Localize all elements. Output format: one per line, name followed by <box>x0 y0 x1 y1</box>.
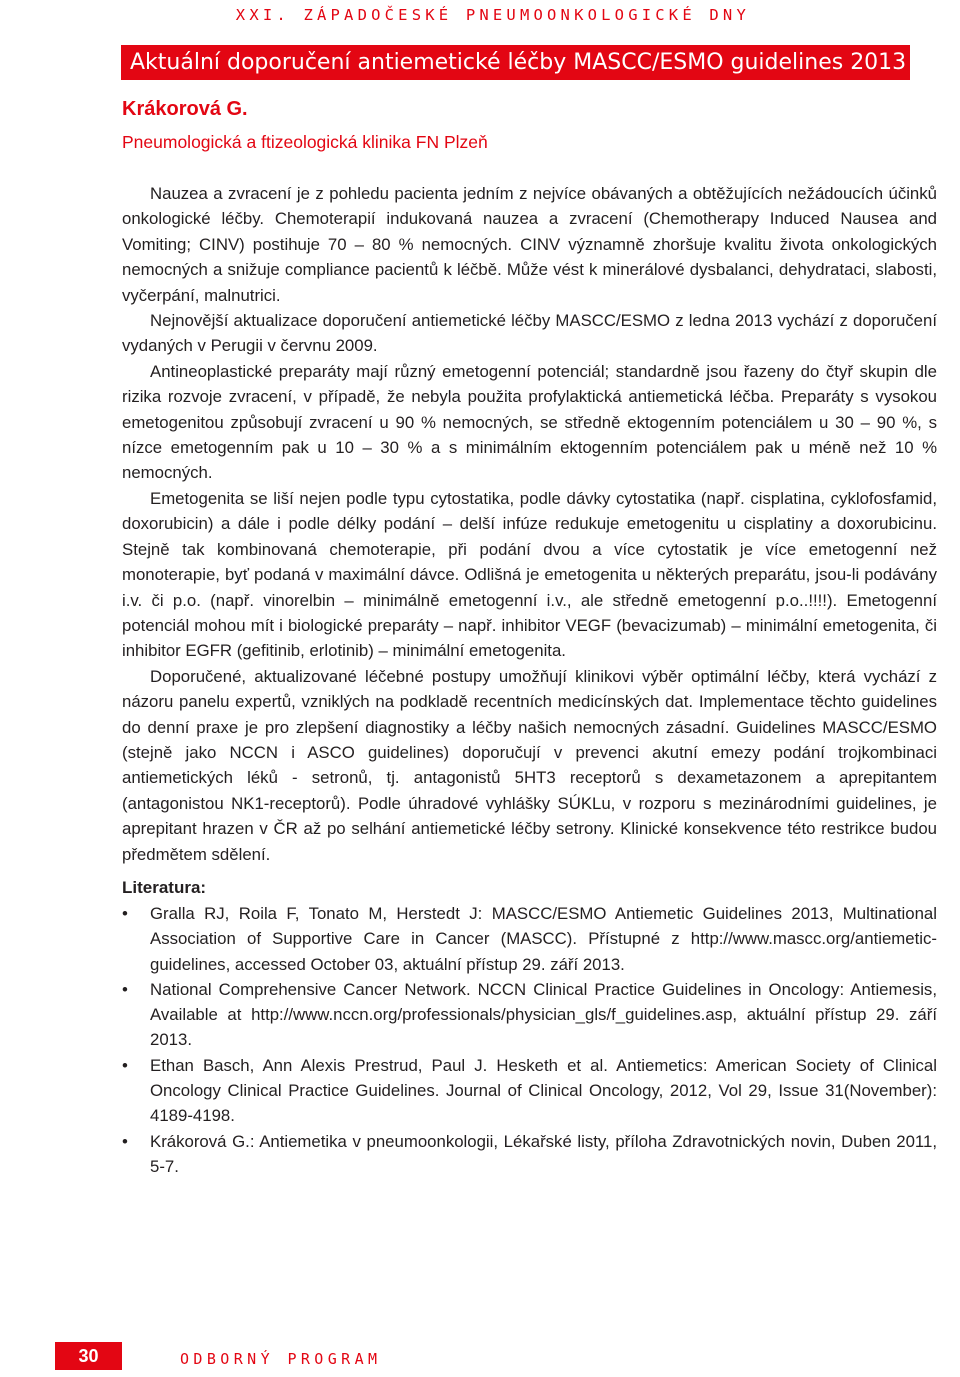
literature-item <box>122 901 937 977</box>
literature-list <box>122 901 937 1179</box>
body-paragraph: Emetogenita se liší nejen podle typu cytostatika, podle dávky cytostatika (např. cisplatina, cyklofosfamid, doxorubicin) a dále i podle délky podání – delší infúze redukuje emetogenitu u cisplatiny a doxorubicinu. Stejně tak kombinovaná chemoterapie, při podání dvou a více cytostatik je více emetogenní než monoterapie, byť podaná v maximální dávce. Odlišná je emetogenita u některých preparátu, jsou-li podávány i.v. či p.o. (např. vinorelbin – minimálně emetogenní i.v., ale středně emetogenní p.o..!!!!). Emetogenní potenciál mohou mít i biologické preparáty – např. inhibitor VEGF (bevacizumab) – minimální emetogenita, či inhibitor EGFR (gefitinib, erlotinib) – minimální emetogenita. <box>122 488 937 661</box>
literature-text: National Comprehensive Cancer Network. NCCN Clinical Practice Guidelines in Oncology: Antiemesis, Available at http://www.nccn.org/professionals/physician_gls/f_guidelines.asp, aktuální přístup 29. září 2013. <box>150 979 937 1050</box>
body-paragraph: Antineoplastické preparáty mají různý emetogenní potenciál; standardně jsou řazeny do čtyř skupin dle rizika rozvoje zvracení, v případě, že nebyla použita profylaktická antiemetická léčba. Preparáty s vysokou emetogenitou způsobují zvracení u 90 % nemocných, se středně ektogenním potenciálem u 30 – 90 %, s nízce emetogenním pak u 10 – 30 % a s minimálním ektogenním potenciálem pak u méně než 10 % nemocných. <box>122 361 937 483</box>
footer-section-label: ODBORNÝ PROGRAM <box>180 1350 382 1368</box>
author-affiliation: Pneumologická a ftizeologická klinika FN Plzeň <box>122 132 488 152</box>
article-body <box>122 181 937 867</box>
author-name: Krákorová G. <box>122 98 248 120</box>
literature-text: Ethan Basch, Ann Alexis Prestrud, Paul J. Hesketh et al. Antiemetics: American Society of Clinical Oncology Clinical Practice Guidelines. Journal of Clinical Oncology, 2012, Vol 29, Issue 31(November): 4189-4198. <box>150 1055 937 1126</box>
bullet-icon: • <box>122 1131 128 1151</box>
literature-heading: Literatura: <box>122 878 207 897</box>
body-paragraph: Doporučené, aktualizované léčebné postupy umožňují klinikovi výběr optimální léčby, která vychází z názoru panelu expertů, vzniklých na podkladě recentních medicínských dat. Implementace těchto guidelines do denní praxe je pro zlepšení diagnostiky a léčby našich nemocných zásadní. Guidelines MASCC/ESMO (stejně jako NCCN i ASCO guidelines) doporučují v prevenci akutní emezy podání trojkombinaci antiemetických léků - setronů, tj. antagonistů 5HT3 receptorů s dexametazonem a aprepitantem (antagonistou NK1-receptorů). Podle úhradové vyhlášky SÚKLu, v rozporu s mezinárodními guidelines, je aprepitant hrazen v ČR až po selhání antiemetické léčby setrony. Klinické konsekvence této restrikce budou předmětem sdělení. <box>122 666 937 864</box>
body-paragraph: Nejnovější aktualizace doporučení antiemetické léčby MASCC/ESMO z ledna 2013 vychází z doporučení vydaných v Perugii v červnu 2009. <box>122 311 937 356</box>
bullet-icon: • <box>122 1055 128 1075</box>
literature-item <box>122 1053 937 1129</box>
literature-text: Krákorová G.: Antiemetika v pneumoonkologii, Lékařské listy, příloha Zdravotnických novin, Duben 2011, 5-7. <box>150 1131 937 1176</box>
body-paragraph: Nauzea a zvracení je z pohledu pacienta jedním z nejvíce obávaných a obtěžujících nežádoucích účinků onkologické léčby. Chemoterapií indukovaná nauzea a zvracení (Chemotherapy Induced Nausea and Vomiting; CINV) postihuje 70 – 80 % nemocných. CINV významně zhoršuje kvalitu života onkologických nemocných a snižuje compliance pacientů k léčbě. Může vést k minerálové dysbalanci, dehydrataci, slabosti, vyčerpání, malnutrici. <box>122 184 937 305</box>
page-number: 30 <box>55 1342 122 1370</box>
literature-item <box>122 977 937 1053</box>
article-title: Aktuální doporučení antiemetické léčby MASCC/ESMO guidelines 2013 <box>121 45 910 80</box>
conference-header: XXI. ZÁPADOČESKÉ PNEUMOONKOLOGICKÉ DNY <box>235 6 750 24</box>
literature-item <box>122 1129 937 1180</box>
bullet-icon: • <box>122 904 128 923</box>
literature-text: Gralla RJ, Roila F, Tonato M, Herstedt J: MASCC/ESMO Antiemetic Guidelines 2013, Multinational Association of Supportive Care in Cancer (MASCC). Přístupné z http://www.mascc.org/antiemetic-guidelines, accessed October 03, aktuální přístup 29. září 2013. <box>150 904 937 974</box>
bullet-icon: • <box>122 979 128 999</box>
